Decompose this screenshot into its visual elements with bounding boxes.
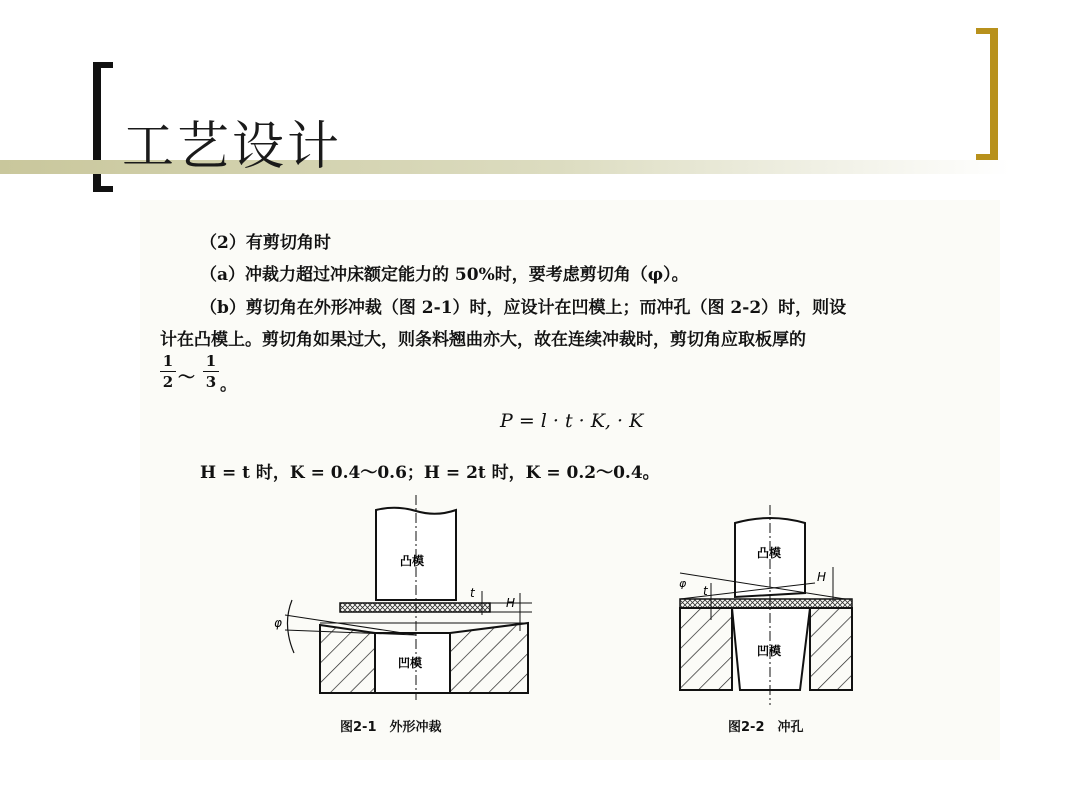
fig1-h-label: H: [506, 596, 516, 610]
fig2-phi-label: φ: [679, 577, 687, 590]
fraction-denominator: 2: [162, 373, 174, 391]
fig2-h-label: H: [817, 570, 827, 584]
fig1-t-label: t: [470, 586, 475, 600]
fraction-one-third: [203, 352, 219, 391]
fig2-t-label: t: [703, 584, 708, 598]
fig1-punch-label: 凸模: [400, 554, 425, 568]
period: 。: [220, 375, 237, 395]
formula: P = l · t · K, · K: [500, 410, 644, 432]
fig2-die-label: 凹模: [757, 644, 782, 658]
fraction-numerator: 1: [205, 352, 217, 370]
right-bracket-decoration: [976, 28, 998, 160]
slide-title: 工艺设计: [122, 117, 343, 177]
figure-2-1-diagram: [270, 495, 550, 710]
heading-line: （2）有剪切角时: [200, 233, 331, 253]
fig1-die-label: 凹模: [398, 656, 423, 670]
fraction-denominator: 3: [205, 373, 217, 391]
paragraph-a: （a）冲裁力超过冲床额定能力的 50%时，要考虑剪切角（φ）。: [200, 265, 689, 285]
figure-2-1-caption: 图2-1 外形冲裁: [340, 720, 442, 735]
fig1-phi-label: φ: [274, 616, 282, 630]
tilde: ～: [178, 368, 195, 388]
fraction-numerator: 1: [162, 352, 174, 370]
condition-line: H = t 时，K = 0.4～0.6；H = 2t 时，K = 0.2～0.4。: [200, 463, 660, 483]
fig2-punch-label: 凸模: [757, 546, 782, 560]
paragraph-b-line2: 计在凸模上。剪切角如果过大，则条料翘曲亦大，故在连续冲裁时，剪切角应取板厚的: [160, 330, 806, 350]
figure-2-2-diagram: [665, 505, 875, 710]
paragraph-b-line1: （b）剪切角在外形冲裁（图 2-1）时，应设计在凹模上；而冲孔（图 2-2）时，则设: [200, 298, 847, 318]
figure-2-2-caption: 图2-2 冲孔: [728, 720, 804, 735]
fraction-one-half: [160, 352, 176, 391]
